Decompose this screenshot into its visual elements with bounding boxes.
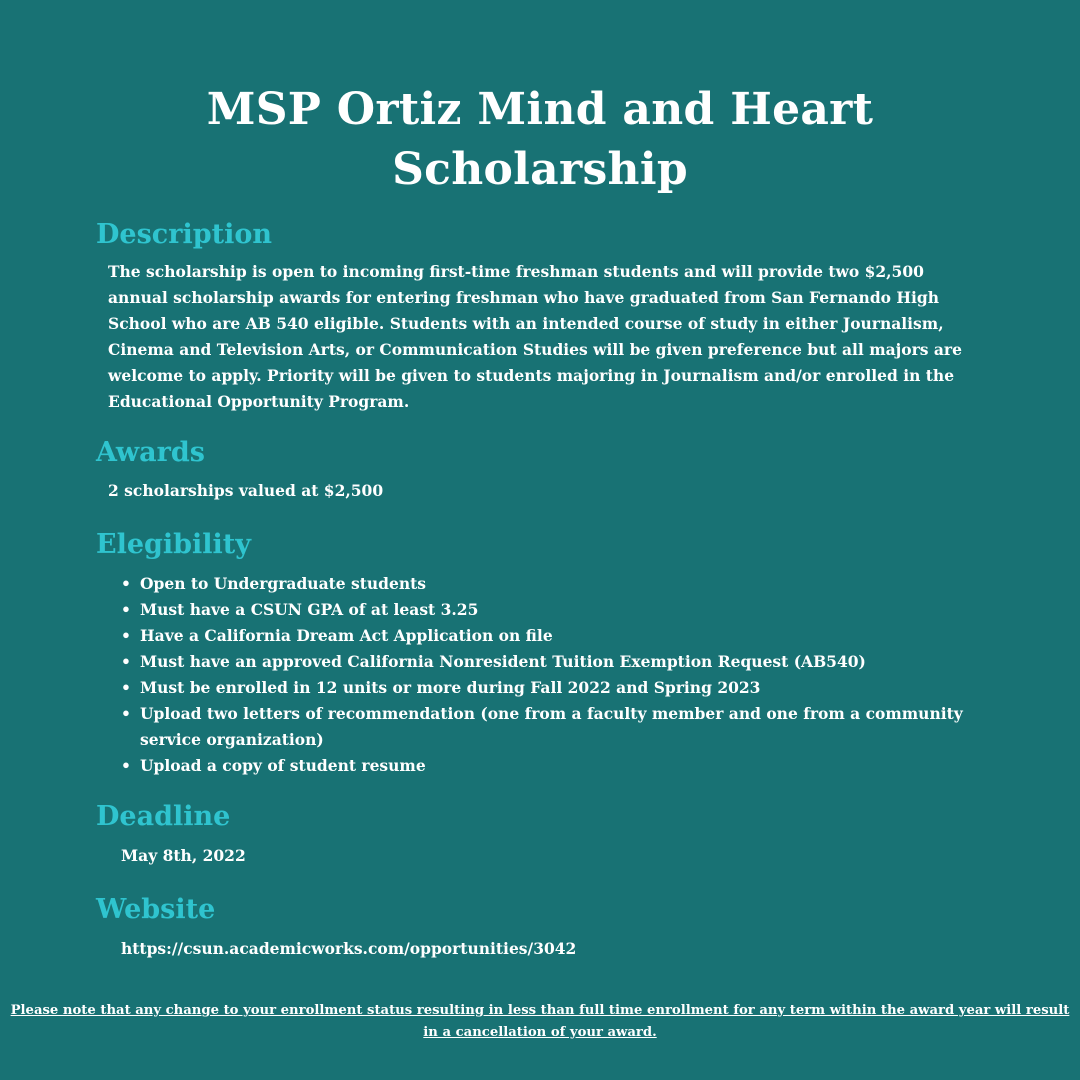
eligibility-item	[121, 675, 980, 701]
eligibility-item-text: Must have a CSUN GPA of at least 3.25	[140, 600, 479, 619]
description-text: The scholarship is open to incoming first-time freshman students and will provide two $2,500 annual scholarship awards for entering freshman who have graduated from San Fernando High School who are AB 540 eligible. Students with an intended course of study in either Journalism, Cinema and Television Arts, or Communication Studies will be given preference but all majors are welcome to apply. Priority will be given to students majoring in Journalism and/or enrolled in the Educational Opportunity Program.	[108, 262, 962, 411]
deadline-heading: Deadline	[96, 801, 231, 832]
website-heading: Website	[96, 894, 216, 925]
bullet-icon: •	[121, 574, 131, 593]
eligibility-item-text: Upload a copy of student resume	[140, 756, 426, 775]
bullet-icon: •	[121, 600, 131, 619]
bullet-icon: •	[121, 652, 131, 671]
bullet-icon: •	[121, 756, 131, 775]
eligibility-item	[121, 753, 980, 779]
footnote: Please note that any change to your enrollment status resulting in less than full time enrollment for any term within the award year will result in a cancellation of your award.	[10, 1003, 1070, 1040]
description-heading: Description	[96, 219, 272, 250]
eligibility-item-text: Upload two letters of recommendation (one from a faculty member and one from a community service organization)	[140, 704, 963, 749]
page-title-line-1: MSP Ortiz Mind and Heart	[206, 84, 874, 135]
bullet-icon: •	[121, 704, 131, 723]
awards-text: 2 scholarships valued at $2,500	[108, 481, 384, 500]
website-url[interactable]: https://csun.academicworks.com/opportunities/3042	[121, 939, 577, 958]
eligibility-item-text: Open to Undergraduate students	[140, 574, 427, 593]
page-title-line-2: Scholarship	[392, 144, 688, 195]
eligibility-item	[121, 571, 980, 597]
eligibility-item	[121, 597, 980, 623]
eligibility-item	[121, 623, 980, 649]
eligibility-item-text: Have a California Dream Act Application on file	[140, 626, 553, 645]
page-title	[0, 80, 1080, 200]
bullet-icon: •	[121, 678, 131, 697]
eligibility-heading: Elegibility	[96, 529, 251, 560]
eligibility-item	[121, 701, 980, 753]
deadline-text: May 8th, 2022	[121, 846, 246, 865]
eligibility-item-text: Must be enrolled in 12 units or more during Fall 2022 and Spring 2023	[140, 678, 761, 697]
eligibility-list	[118, 571, 980, 779]
awards-heading: Awards	[96, 437, 205, 468]
eligibility-item-text: Must have an approved California Nonresident Tuition Exemption Request (AB540)	[140, 652, 866, 671]
eligibility-item	[121, 649, 980, 675]
bullet-icon: •	[121, 626, 131, 645]
